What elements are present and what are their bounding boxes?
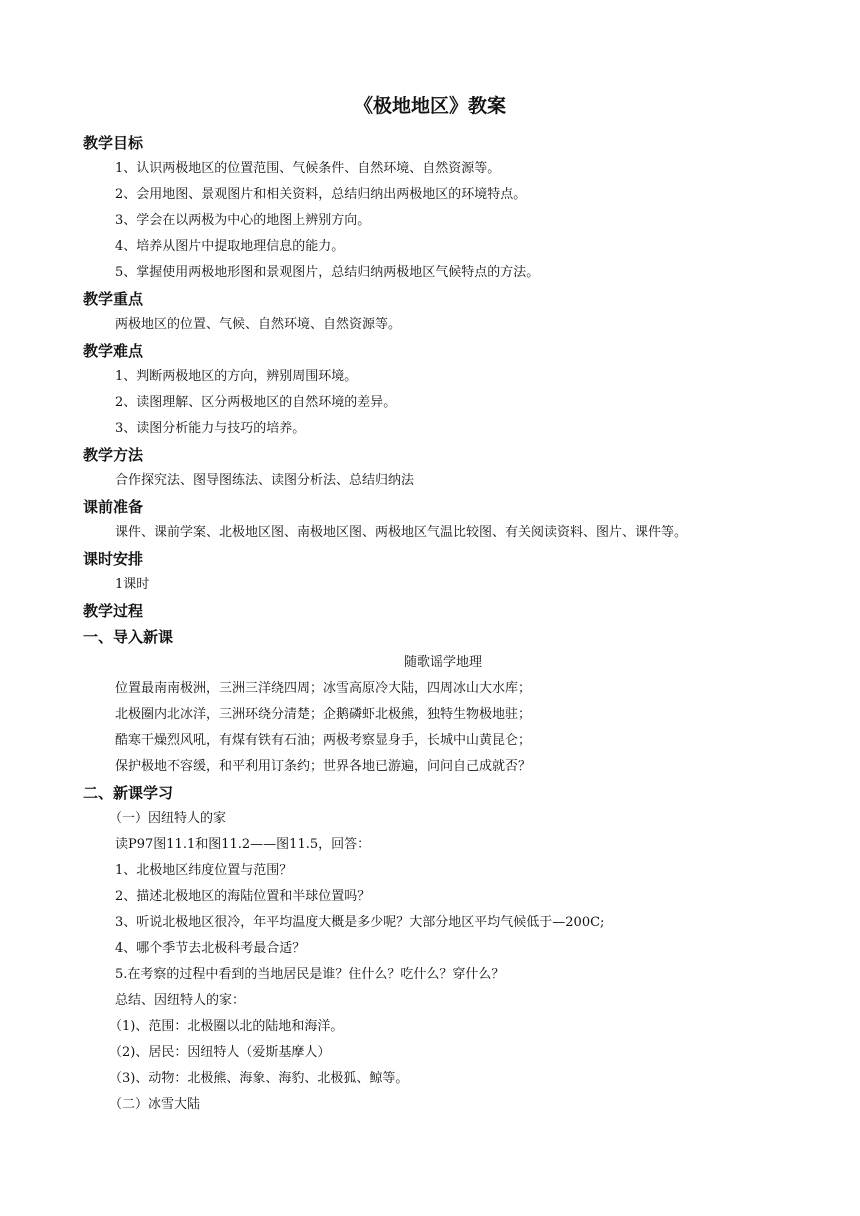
page-title: 《极地地区》教案 <box>353 95 506 117</box>
section-heading-key-points: 教学重点 <box>83 290 144 308</box>
objective-item: 5、掌握使用两极地形图和景观图片，总结归纳两极地区气候特点的方法。 <box>115 265 540 280</box>
summary-item: （3)、动物：北极熊、海象、海豹、北极狐、鲸等。 <box>109 1071 409 1086</box>
section-heading-process: 教学过程 <box>83 602 144 620</box>
summary-label: 总结、因纽特人的家： <box>115 993 246 1008</box>
question-item: 5.在考察的过程中看到的当地居民是谁？住什么？吃什么？穿什么？ <box>115 967 505 982</box>
section-heading-methods: 教学方法 <box>83 446 144 464</box>
song-line: 保护极地不容缓，和平利用订条约；世界各地已游遍，问问自己成就否？ <box>115 759 532 774</box>
document-body <box>83 130 803 1118</box>
song-line: 位置最南南极洲，三洲三洋绕四周；冰雪高原冷大陆，四周冰山大水库； <box>115 681 532 696</box>
difficulty-item: 3、读图分析能力与技巧的培养。 <box>115 421 306 436</box>
section-title-ice-continent: （二）冰雪大陆 <box>109 1097 201 1112</box>
question-item: 1、北极地区纬度位置与范围？ <box>115 863 293 878</box>
objective-item: 1、认识两极地区的位置范围、气候条件、自然环境、自然资源等。 <box>115 161 501 176</box>
objective-item: 3、学会在以两极为中心的地图上辨别方向。 <box>115 213 371 228</box>
question-item: 4、哪个季节去北极科考最合适？ <box>115 941 306 956</box>
key-points-text: 两极地区的位置、气候、自然环境、自然资源等。 <box>115 317 402 332</box>
question-item: 2、描述北极地区的海陆位置和半球位置吗？ <box>115 889 371 904</box>
summary-item: （1)、范围：北极圈以北的陆地和海洋。 <box>109 1019 344 1034</box>
section-heading-objectives: 教学目标 <box>83 134 144 152</box>
song-line: 酷寒干燥烈风吼，有煤有铁有石油；两极考察显身手，长城中山黄昆仑； <box>115 733 532 748</box>
objective-item: 4、培养从图片中提取地理信息的能力。 <box>115 239 345 254</box>
subheading-intro: 一、导入新课 <box>83 628 174 646</box>
preparation-text: 课件、课前学案、北极地区图、南极地区图、两极地区气温比较图、有关阅读资料、图片、课件等。 <box>115 525 688 540</box>
schedule-text: 1课时 <box>115 577 150 592</box>
section-heading-difficulties: 教学难点 <box>83 342 144 360</box>
song-line: 北极圈内北冰洋，三洲环绕分清楚；企鹅磷虾北极熊，独特生物极地驻； <box>115 707 532 722</box>
difficulty-item: 2、读图理解、区分两极地区的自然环境的差异。 <box>115 395 397 410</box>
summary-item: （2)、居民：因纽特人（爱斯基摩人） <box>109 1045 331 1060</box>
question-item: 3、听说北极地区很冷，年平均温度大概是多少呢？大部分地区平均气候低于—200C; <box>115 915 605 930</box>
song-title: 随歌谣学地理 <box>403 655 482 670</box>
section-title-inuit: （一）因纽特人的家 <box>109 811 227 826</box>
subheading-new-lesson: 二、新课学习 <box>83 784 174 802</box>
objective-item: 2、会用地图、景观图片和相关资料，总结归纳出两极地区的环境特点。 <box>115 187 527 202</box>
section-heading-preparation: 课前准备 <box>83 498 144 516</box>
reading-instruction: 读P97图11.1和图11.2——图11.5，回答： <box>115 837 371 852</box>
methods-text: 合作探究法、图导图练法、读图分析法、总结归纳法 <box>115 473 415 488</box>
section-heading-schedule: 课时安排 <box>83 550 144 568</box>
difficulty-item: 1、判断两极地区的方向，辨别周围环境。 <box>115 369 358 384</box>
